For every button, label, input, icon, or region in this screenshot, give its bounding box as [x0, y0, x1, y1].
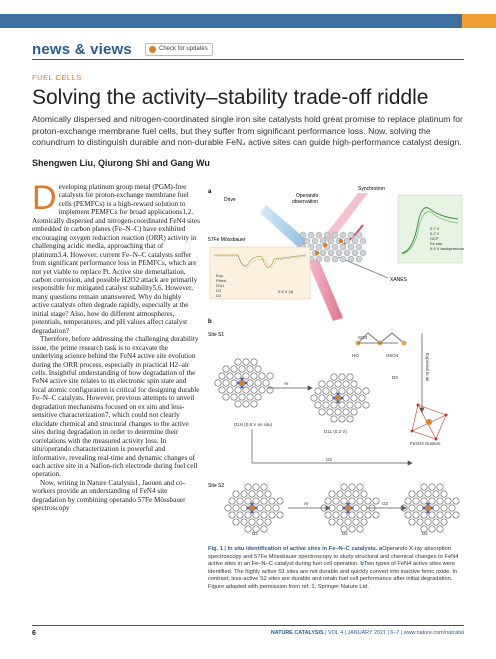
- panel-a-label: a: [208, 189, 212, 195]
- article-dek: Atomically dispersed and nitrogen-coordinated single iron site catalysts hold great promise to replace platinum for proton-exchange membrane fuel cells, but they suffer from significant performance loss. Now, solving the conundrum to distinguish durable and non-durable FeN₄ active sites can guide high-performance catalyst design.: [32, 114, 463, 147]
- figure-caption: [208, 546, 464, 592]
- exposed-air-label: Exposed to air: [425, 353, 430, 382]
- d2-label-2: D2: [342, 531, 348, 536]
- mossbauer-label: 57Fe Mössbauer: [208, 237, 246, 243]
- hso4-label: HSO4: [386, 353, 399, 358]
- reaction-arrows: [252, 333, 424, 510]
- arrow-ar-1: Ar: [284, 381, 289, 386]
- xanes-spectrum: [398, 195, 464, 263]
- arrow-ar-2: Ar: [304, 501, 309, 506]
- moss-voltage: 0.8 V (4): [278, 289, 294, 294]
- fe2o3-cluster: [411, 404, 448, 441]
- operando-label: Operando: [296, 193, 319, 199]
- update-icon: [149, 46, 156, 53]
- mossbauer-spectrum: [210, 247, 310, 299]
- d1l-label: D1L (0.2 V): [324, 429, 347, 434]
- caption-a-label: a: [379, 546, 383, 552]
- lattice-s2-a: [225, 484, 283, 532]
- article-title: Solving the activity–stability trade-off riddle: [32, 86, 429, 109]
- footer-divider: [32, 625, 464, 626]
- caption-b-text: Two types of FeN4 active sites were identified. The highly active S1 sites are not durable and quickly convert into inactive ferric oxide. In contrast, less-active S2 sites are durable and retain fuel cell performance after initial degradation. Figure adapted with permission from ref. 1, Springer Nature Ltd.: [208, 561, 458, 590]
- article-kicker: FUEL CELLS: [32, 73, 82, 82]
- caption-b-label: b: [360, 561, 364, 568]
- check-for-updates-button[interactable]: [145, 43, 213, 56]
- site-s1-label: Site S1: [208, 332, 225, 338]
- paragraph-1-text: eveloping platinum group metal (PGM)-free catalysts for proton-exchange membrane fuel cells (PEMFCs) is a high-reward solution to implement PEMFCs for broad applications1,2. Atomically dispersed and nitrogen-coordinated FeN4 sites embedded in carbon planes (Fe–N–C) have exhibited encouraging oxygen reduction reaction (ORR) activity in challenging acidic media, approaching that of platinum3,4. However, current Fe–N–C catalysts suffer from significant performance loss in PEMFCs, which are not yet viable to replace Pt. Active site demetallation, carbon corrosion, and possible H2O2 attack are primarily responsible for mitigated catalyst stability5,6. However, many questions remain unanswered. Why do highly active catalysts often degrade rapidly, especially at the initial stage? Also, how do different atmospheres, potentials, temperatures, and pH values affect catalyst degradation?: [32, 183, 200, 335]
- article-authors: Shengwen Liu, Qiurong Shi and Gang Wu: [32, 158, 210, 168]
- xanes-legend-0: 0.7 V: [430, 226, 440, 231]
- xanes-legend-4: 0.9 V backpressure: [430, 246, 464, 251]
- footer-site[interactable]: www.nature.com/natcatal: [403, 630, 464, 636]
- d2-label-3: D2: [422, 531, 428, 536]
- caption-a-text: Operando X-ray absorption spectroscopy and 57Fe Mössbauer spectroscopy to study structural and chemical changes to FeN4 active sites in an Fe–N–C catalyst during fuel cell operation.: [208, 546, 459, 568]
- arrow-o2-2: O2: [382, 501, 389, 506]
- moss-legend-3: D2: [216, 288, 222, 293]
- footer-journal: NATURE CATALYSIS: [270, 630, 324, 636]
- paragraph-2: Therefore, before addressing the challenging durability issue, the prime research task is to excavate the underlying science behind the FeN4 active site evolution during the ORR process, especially in practical H2–air cells. Insightful understanding of how degradation of the FeN4 active site relates to its electronic spin state and local atomic configuration is critical for designing durable Fe–N–C catalysts. However, previous attempts to unveil degradation mechanisms focused on ex situ and less-sensitive characterization7, which could not clearly elucidate chemical and structural changes to the active sites during degradation in order to determine their correlations with the measured activity loss. In situ/operando characterization is powerful and informative, revealing real-time and dynamic changes of each active site in a Nafion-rich electrode during fuel cell operation.: [32, 335, 200, 479]
- moss-legend-1: Fitted: [216, 278, 227, 283]
- xanes-legend-1: 0.2 V: [430, 231, 440, 236]
- xanes-legend-2: OCP: [430, 236, 439, 241]
- xanes-legend-3: Ex situ: [430, 241, 443, 246]
- synchrotron-label: Synchrotron: [358, 186, 385, 192]
- page-number: 6: [32, 630, 36, 637]
- moss-legend-2: D1H: [216, 283, 225, 288]
- figure-1: [208, 183, 464, 540]
- lattice-s2-c: [401, 484, 459, 532]
- moss-legend-0: Exp.: [216, 273, 225, 278]
- journal-footer: NATURE CATALYSIS | VOL 4 | JANUARY 2021 | 6–7 | www.nature.com/natcatal: [270, 630, 464, 636]
- moss-legend-4: D3: [216, 293, 222, 298]
- check-for-updates-label: Check for updates: [159, 46, 208, 52]
- paragraph-1: [32, 179, 200, 335]
- ho-label: HO: [352, 353, 359, 358]
- site-s2-label: Site S2: [208, 483, 225, 489]
- observation-label: observation: [292, 199, 318, 205]
- top-color-bar: [0, 14, 462, 28]
- drive-label: Drive: [224, 197, 236, 203]
- so3-label: SO3: [358, 335, 368, 340]
- footer-issue: VOL 4 | JANUARY 2021 | 6–7: [328, 630, 400, 636]
- section-label: news & views: [32, 41, 132, 58]
- article-body: [32, 179, 200, 513]
- header-divider: [32, 59, 464, 60]
- lattice-d1l: [311, 374, 369, 422]
- d1h-label: D1H (0.8 V ex situ): [234, 422, 273, 427]
- drive-beam: [260, 205, 308, 249]
- d3-label: D3: [392, 375, 398, 380]
- arrow-o2-1: O2: [326, 457, 333, 462]
- xanes-label: XANES: [390, 277, 407, 283]
- caption-lead: Fig. 1 | In situ identification of active sites in Fe–N–C catalysts.: [208, 546, 378, 552]
- transmitted-beam: [308, 258, 343, 321]
- lattice-d1h: [215, 359, 273, 407]
- panel-b-label: b: [208, 319, 212, 325]
- d2-label-1: D2: [252, 531, 258, 536]
- drop-cap: D: [32, 179, 57, 217]
- fe2o3-label: Fe2O3 clusters: [410, 441, 441, 446]
- paragraph-3: Now, writing in Nature Catalysis1, Jaouen and co-workers provide an understanding of FeN4 site degradation by combining operando 57Fe Mössbauer spectroscopy: [32, 478, 186, 513]
- top-accent-bar: [462, 14, 496, 28]
